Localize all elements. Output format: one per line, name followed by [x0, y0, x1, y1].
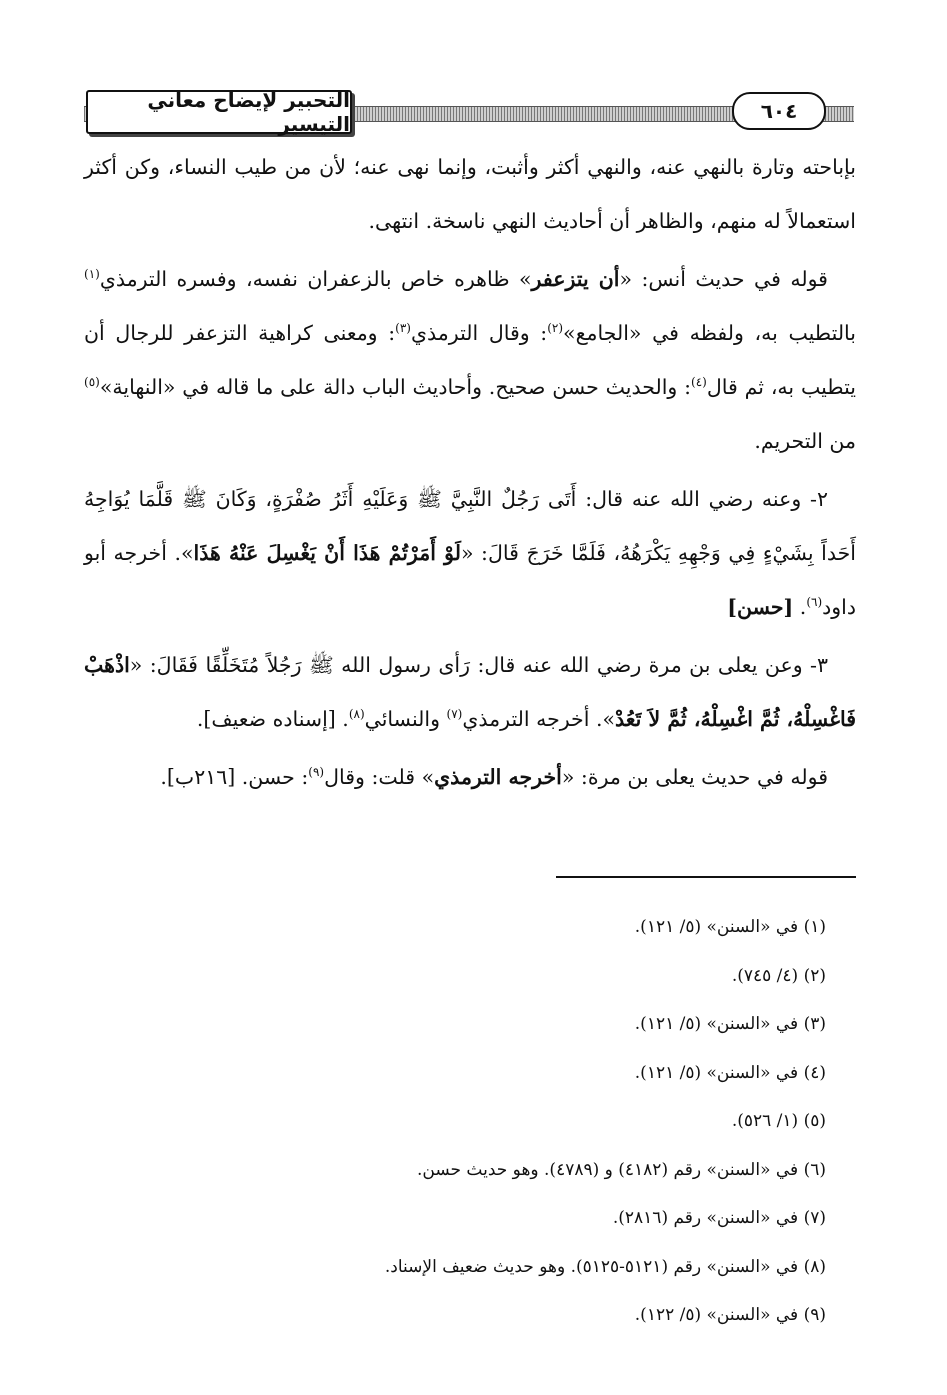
paragraph-2: [84, 252, 856, 468]
footnote-item: (٩) في «السنن» (٥/ ١٢٢).: [634, 1305, 826, 1325]
hadith-2-text-c: .: [793, 595, 807, 619]
hadith-2-grade: [حسن]: [727, 595, 794, 619]
p2-quote: أن يتزعفر: [531, 267, 620, 291]
footnote-item: (١) في «السنن» (٥/ ١٢١).: [634, 917, 826, 937]
footnote-ref-3: (٣): [395, 321, 411, 336]
footnote-item: (٢) (٤/ ٧٤٥).: [731, 965, 826, 986]
paragraph-4: [84, 750, 856, 804]
p2-text-b: » ظاهره خاص بالزعفران نفسه، وفسره الترمذي: [99, 267, 532, 291]
hadith-3-text-a: ٣- وعن يعلى بن مرة رضي الله عنه قال: رَأى رسول الله ﷺ رَجُلاً مُتَخَلِّقًا فَقَالَ: «: [129, 653, 828, 677]
main-text: [84, 140, 856, 808]
footnote-item: (٧) في «السنن» رقم (٢٨١٦).: [612, 1208, 826, 1228]
hadith-3: [84, 638, 856, 746]
p4-quote: أخرجه الترمذي: [434, 765, 562, 789]
p2-text-g: من التحريم.: [754, 429, 856, 453]
p2-text-f: : والحديث حسن صحيح. وأحاديث الباب دالة على ما قاله في «النهاية»: [99, 375, 692, 399]
footnotes: [84, 903, 856, 1340]
footnote-ref-8: (٨): [348, 707, 365, 722]
footnote-ref-2: (٢): [547, 321, 564, 336]
footnote-item: (٤) في «السنن» (٥/ ١٢١).: [634, 1062, 826, 1083]
p1-line-1: بإباحته وتارة بالنهي عنه، والنهي أكثر وأثبت، وإنما نهى عنه؛ لأن من طيب النساء، وكن أكثر: [84, 155, 856, 179]
hadith-2-text-b: ». أخرجه أبو داود: [84, 541, 856, 619]
footnote-separator: [556, 876, 856, 878]
p4-text-b: » قلت: وقال: [324, 765, 435, 789]
page-number: ٦٠٤: [732, 92, 826, 130]
p4-text-a: قوله في حديث يعلى بن مرة: «: [561, 765, 828, 789]
p2-text-d: : وقال الترمذي: [410, 321, 548, 345]
hadith-2-quote: لَوْ أَمَرْتُمْ هَذَا أَنْ يَغْسِلَ عَنْهُ هَذَا: [193, 541, 461, 565]
footnote-ref-4: (٤): [691, 375, 707, 390]
hadith-3-text-b: ». أخرجه الترمذي: [462, 707, 616, 731]
footnote-ref-6: (٦): [806, 595, 823, 610]
hadith-3-text-c: والنسائي: [364, 707, 447, 731]
book-title: التحبير لإيضاح معاني التيسير: [86, 90, 352, 134]
footnote-ref-7: (٧): [446, 707, 463, 722]
hadith-3-quote: اذْهَبْ فَاغْسِلْهُ، ثُمَّ اغْسِلْهُ، ثُمَّ لاَ تَعُدْ: [84, 653, 856, 731]
paragraph-1: [84, 140, 856, 248]
hadith-2-text-a: ٢- وعنه رضي الله عنه قال: أَتَى رَجُلٌ النَّبِيَّ ﷺ وَعَلَيْهِ أَثَرُ صُفْرَةٍ، وَكَانَ ﷺ قَلَّمَا يُوَاجِهُ أَحَداً بِشَيْءٍ فِي وَجْهِهِ يَكْرَهُهُ، فَلَمَّا خَرَجَ قَالَ: «: [84, 487, 856, 565]
footnote-item: (٥) (١/ ٥٢٦).: [731, 1111, 826, 1131]
footnote-ref-5: (٥): [84, 375, 100, 390]
p2-text-e: : ومعنى كراهية التزعفر للرجال أن يتطيب به، ثم قال: [84, 321, 856, 399]
footnote-ref-9: (٩): [308, 765, 325, 780]
footnote-item: (٨) في «السنن» رقم (٥١٢١-٥١٢٥). وهو حديث ضعيف الإسناد.: [384, 1256, 826, 1277]
hadith-3-text-d: . [إسناده ضعيف].: [196, 707, 349, 731]
footnote-ref-1: (١): [84, 267, 100, 282]
page-header: [84, 88, 854, 134]
p2-text-a: قوله في حديث أنس: «: [619, 267, 828, 291]
p1-line-2: استعمالاً له منهم، والظاهر أن أحاديث النهي ناسخة. انتهى.: [368, 209, 856, 233]
hadith-2: [84, 472, 856, 634]
p4-text-c: : حسن. [٢١٦ب].: [160, 765, 309, 789]
p2-text-c: بالتطيب به، ولفظه في «الجامع»: [563, 321, 857, 345]
footnote-item: (٣) في «السنن» (٥/ ١٢١).: [634, 1014, 826, 1034]
footnote-item: (٦) في «السنن» رقم (٤١٨٢) و (٤٧٨٩). وهو حديث حسن.: [416, 1159, 826, 1180]
